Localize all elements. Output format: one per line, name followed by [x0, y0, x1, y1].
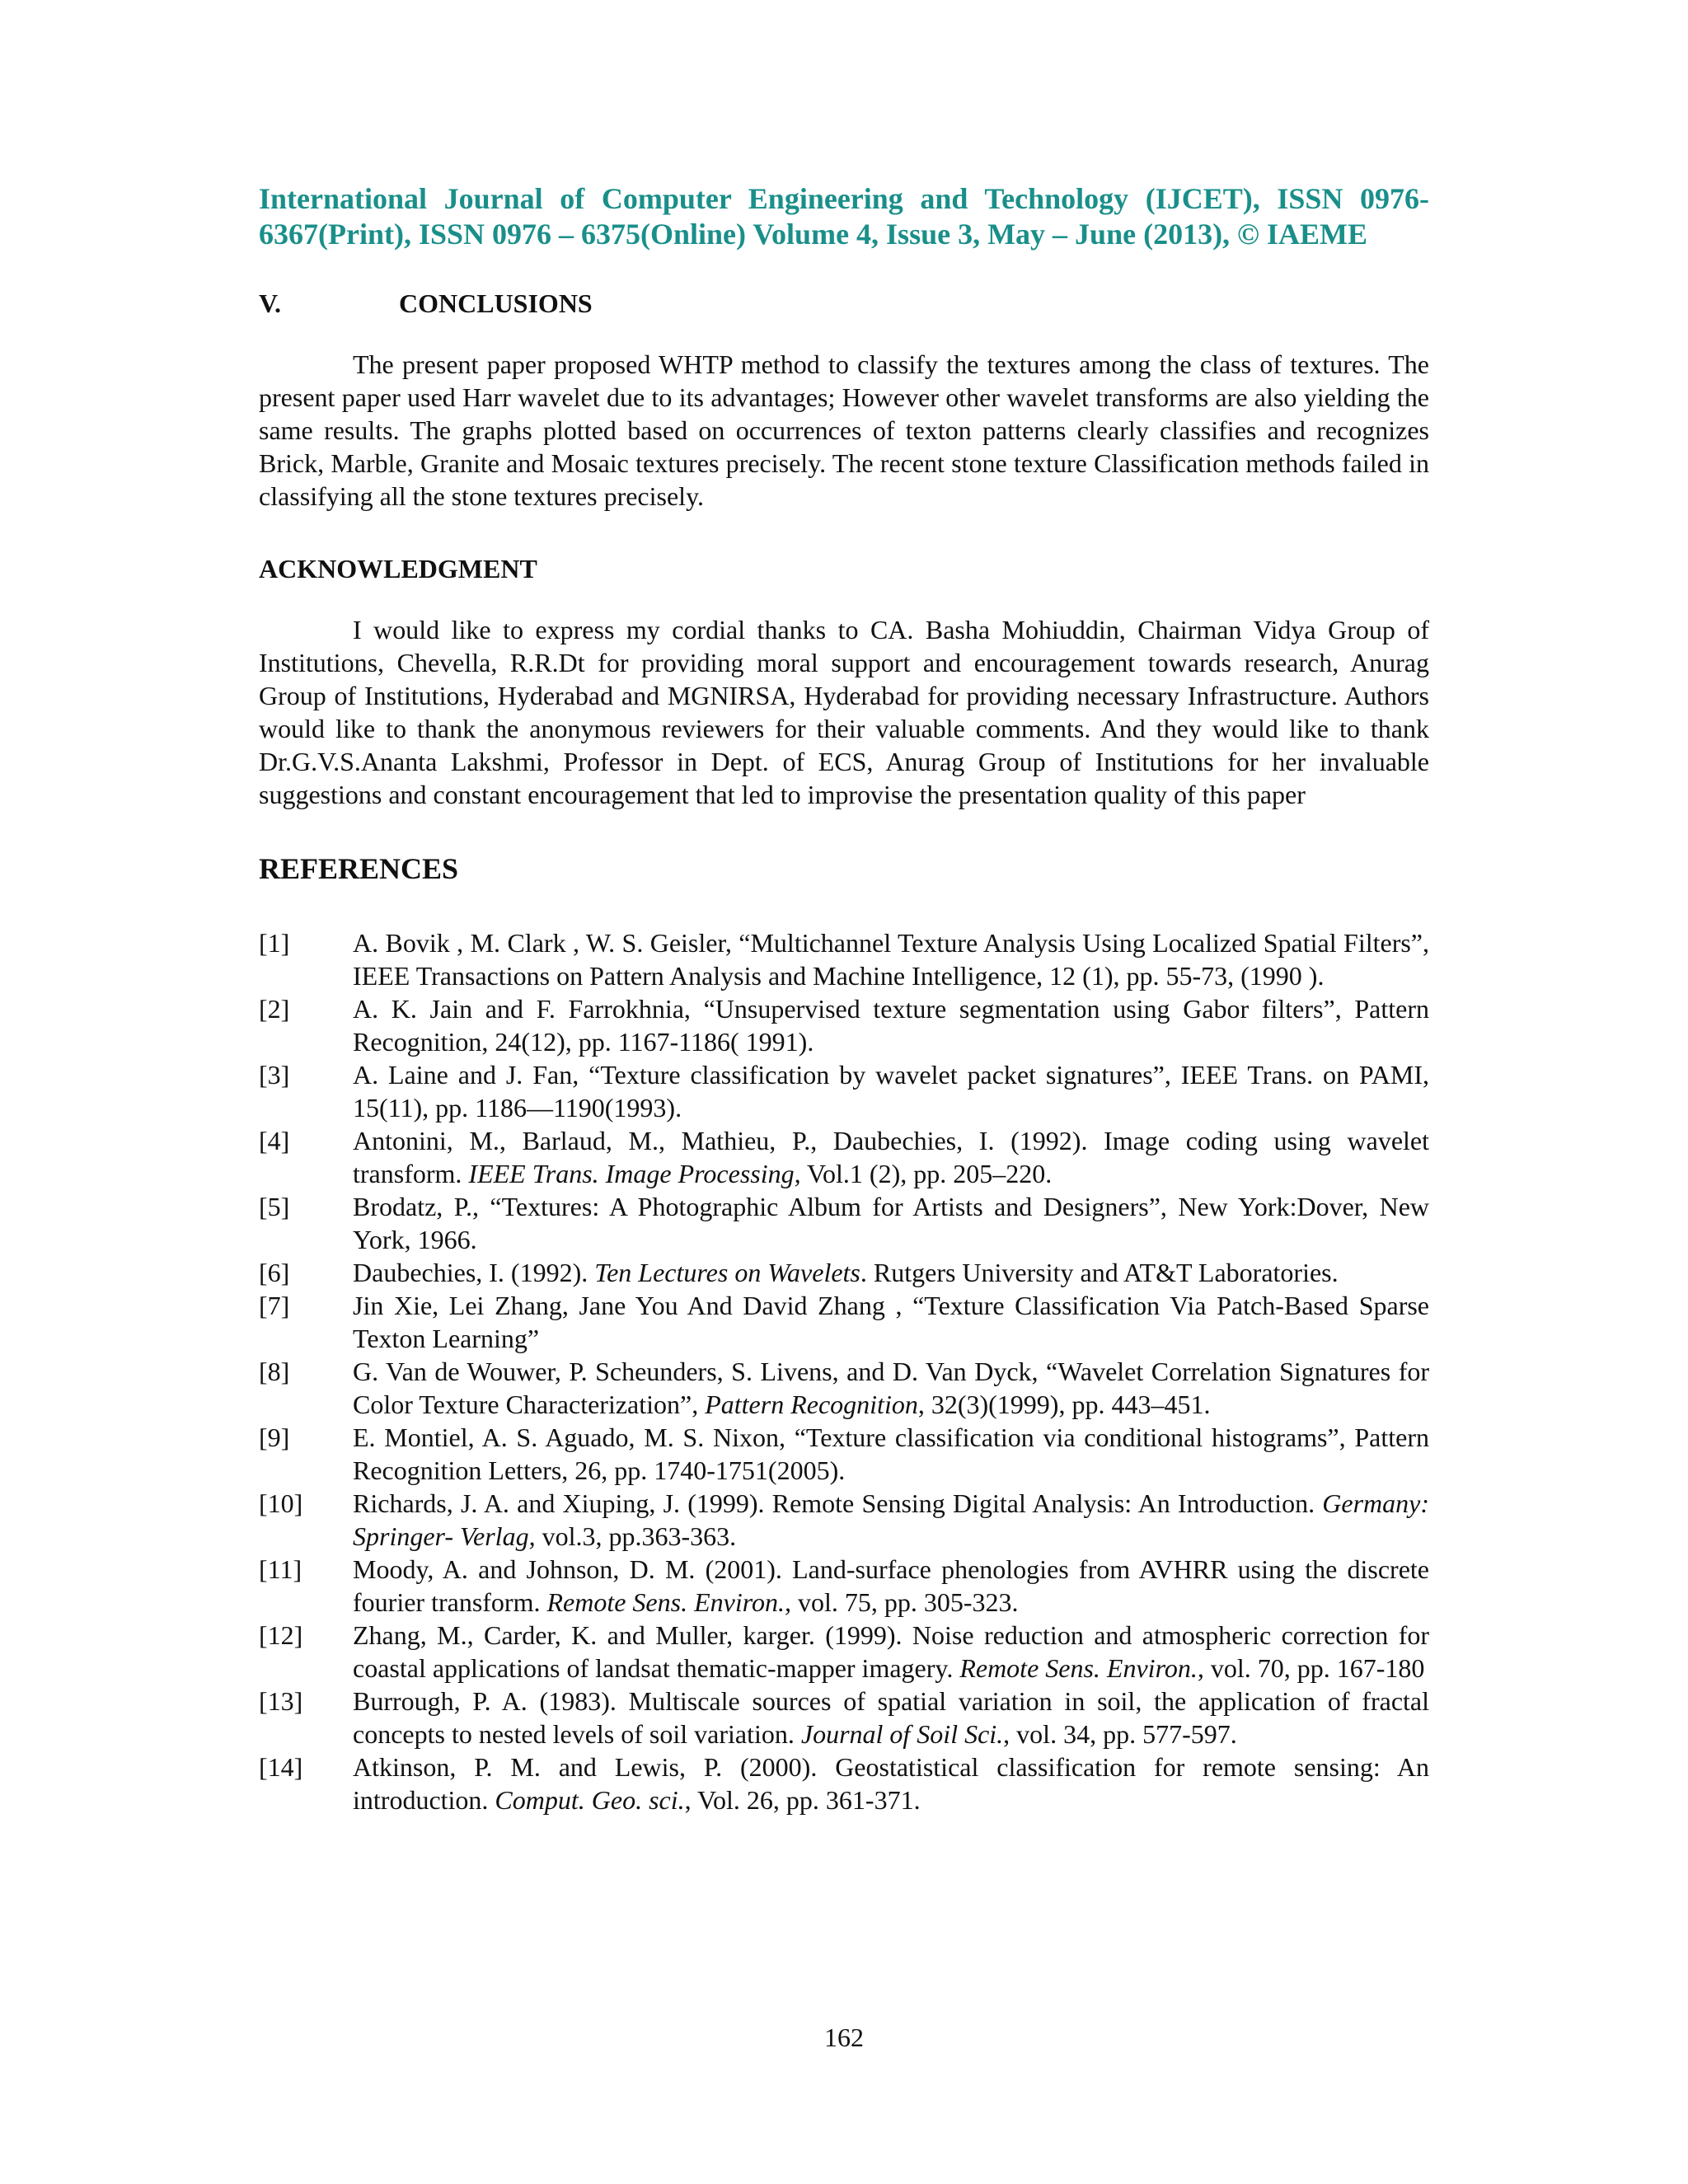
reference-text-run: vol. 70, pp. 167-180 [1203, 1653, 1425, 1683]
reference-text [353, 1289, 1429, 1355]
reference-text-run: A. K. Jain and F. Farrokhnia, “Unsupervised texture segmentation using Gabor filters”, Pattern Recognition, 24(12), pp. 1167-1186( 1991). [353, 994, 1429, 1057]
reference-item [259, 1355, 1429, 1421]
reference-text [353, 1124, 1429, 1190]
reference-italic-run: Remote Sens. Environ., [546, 1587, 791, 1617]
reference-text [353, 1256, 1429, 1289]
section-title: CONCLUSIONS [399, 288, 593, 318]
reference-number: [8] [259, 1357, 290, 1386]
reference-item [259, 1058, 1429, 1124]
acknowledgment-heading: ACKNOWLEDGMENT [259, 554, 537, 583]
reference-item [259, 1487, 1429, 1553]
reference-text-run: Antonini, M., Barlaud, M., Mathieu, P., Daubechies, I. (1992). Image coding using wavelet transform. [353, 1126, 1429, 1188]
reference-italic-run: Journal of Soil Sci. [800, 1719, 1004, 1749]
reference-item [259, 926, 1429, 992]
reference-text-run: , Vol. 26, pp. 361-371. [684, 1785, 921, 1815]
reference-text-run: Brodatz, P., “Textures: A Photographic Album for Artists and Designers”, New York:Dover, New York, 1966. [353, 1192, 1429, 1254]
reference-text [353, 1058, 1429, 1124]
reference-text-run: Jin Xie, Lei Zhang, Jane You And David Zhang , “Texture Classification Via Patch-Based Sparse Texton Learning” [353, 1291, 1429, 1353]
reference-number: [4] [259, 1126, 290, 1155]
references-heading: REFERENCES [259, 852, 459, 885]
reference-text [353, 1553, 1429, 1619]
reference-text-run: vol. 75, pp. 305-323. [790, 1587, 1019, 1617]
reference-item [259, 1421, 1429, 1487]
reference-item [259, 1289, 1429, 1355]
reference-number: [12] [259, 1620, 303, 1650]
reference-item [259, 1124, 1429, 1190]
section-number: V. [259, 288, 281, 318]
conclusions-paragraph: The present paper proposed WHTP method to classify the textures among the class of textures. The present paper used Harr wavelet due to its advantages; However other wavelet transforms are also yielding the same results. The graphs plotted based on occurrences of texton patterns clearly classifies and recognizes Brick, Marble, Granite and Mosaic textures precisely. The recent stone texture Classification methods failed in classifying all the stone textures precisely. [259, 349, 1429, 511]
reference-item [259, 1750, 1429, 1816]
reference-text-run: , 32(3)(1999), pp. 443–451. [917, 1390, 1211, 1419]
reference-text [353, 926, 1429, 992]
reference-item [259, 1553, 1429, 1619]
reference-text [353, 1619, 1429, 1685]
reference-text-run: Vol.1 (2), pp. 205–220. [800, 1159, 1053, 1188]
reference-text [353, 1685, 1429, 1750]
paper-page [259, 181, 1429, 1816]
reference-number: [7] [259, 1291, 290, 1320]
references-list [259, 926, 1429, 1816]
reference-item [259, 992, 1429, 1058]
reference-text-run: vol.3, pp.363-363. [535, 1521, 737, 1551]
reference-italic-run: Pattern Recognition [705, 1390, 918, 1419]
reference-number: [1] [259, 928, 290, 958]
reference-text-run: , vol. 34, pp. 577-597. [1003, 1719, 1237, 1749]
reference-text [353, 1487, 1429, 1553]
journal-header: International Journal of Computer Engineering and Technology (IJCET), ISSN 0976-6367(Print), ISSN 0976 – 6375(Online) Volume 4, Issue 3, May – June (2013), © IAEME [259, 182, 1429, 251]
reference-text-run: A. Laine and J. Fan, “Texture classification by wavelet packet signatures”, IEEE Trans. on PAMI, 15(11), pp. 1186—1190(1993). [353, 1060, 1429, 1122]
reference-number: [2] [259, 994, 290, 1024]
reference-number: [6] [259, 1258, 290, 1287]
reference-item [259, 1190, 1429, 1256]
reference-text-run: Burrough, P. A. (1983). Multiscale sources of spatial variation in soil, the application of fractal concepts to nested levels of soil variation. [353, 1686, 1429, 1749]
reference-number: [5] [259, 1192, 290, 1221]
reference-text-run: Moody, A. and Johnson, D. M. (2001). Land-surface phenologies from AVHRR using the discrete fourier transform. [353, 1554, 1429, 1617]
reference-number: [13] [259, 1686, 303, 1716]
conclusions-heading [259, 287, 1429, 320]
reference-number: [14] [259, 1752, 303, 1782]
reference-text [353, 1750, 1429, 1816]
reference-italic-run: IEEE Trans. Image Processing, [468, 1159, 801, 1188]
reference-text [353, 1190, 1429, 1256]
reference-item [259, 1685, 1429, 1750]
reference-text [353, 1355, 1429, 1421]
acknowledgment-paragraph: I would like to express my cordial thanks to CA. Basha Mohiuddin, Chairman Vidya Group of Institutions, Chevella, R.R.Dt for providing moral support and encouragement towards research, Anurag Group of Institutions, Hyderabad and MGNIRSA, Hyderabad for providing necessary Infrastructure. Authors would like to thank the anonymous reviewers for their valuable comments. And they would like to thank Dr.G.V.S.Ananta Lakshmi, Professor in Dept. of ECS, Anurag Group of Institutions for her invaluable suggestions and constant encouragement that led to improvise the presentation quality of this paper [259, 615, 1429, 809]
reference-number: [10] [259, 1488, 303, 1518]
reference-italic-run: Remote Sens. Environ., [959, 1653, 1204, 1683]
reference-text-run: Daubechies, I. (1992). [353, 1258, 595, 1287]
reference-number: [11] [259, 1554, 302, 1584]
page-number: 162 [824, 2022, 864, 2052]
reference-text-run: Atkinson, P. M. and Lewis, P. (2000). Geostatistical classification for remote sensing: An introduction. [353, 1752, 1429, 1815]
reference-text-run: G. Van de Wouwer, P. Scheunders, S. Livens, and D. Van Dyck, “Wavelet Correlation Signatures for Color Texture Characterization”, [353, 1357, 1429, 1419]
reference-italic-run: Ten Lectures on Wavelets [594, 1258, 860, 1287]
reference-number: [9] [259, 1422, 290, 1452]
reference-text-run: E. Montiel, A. S. Aguado, M. S. Nixon, “Texture classification via conditional histograms”, Pattern Recognition Letters, 26, pp. 1740-1751(2005). [353, 1422, 1429, 1485]
reference-text [353, 992, 1429, 1058]
reference-text-run: Richards, J. A. and Xiuping, J. (1999). Remote Sensing Digital Analysis: An Introduction. [353, 1488, 1323, 1518]
reference-italic-run: Comput. Geo. sci. [495, 1785, 685, 1815]
reference-number: [3] [259, 1060, 290, 1090]
reference-text-run: Zhang, M., Carder, K. and Muller, karger. (1999). Noise reduction and atmospheric correction for coastal applications of landsat thematic-mapper imagery. [353, 1620, 1429, 1683]
reference-italic-run: Germany: Springer- Verlag, [353, 1488, 1429, 1551]
reference-text [353, 1421, 1429, 1487]
reference-item [259, 1256, 1429, 1289]
reference-item [259, 1619, 1429, 1685]
reference-text-run: A. Bovik , M. Clark , W. S. Geisler, “Multichannel Texture Analysis Using Localized Spatial Filters”, IEEE Transactions on Pattern Analysis and Machine Intelligence, 12 (1), pp. 55-73, (1990 ). [353, 928, 1429, 991]
reference-text-run: . Rutgers University and AT&T Laboratories. [860, 1258, 1339, 1287]
